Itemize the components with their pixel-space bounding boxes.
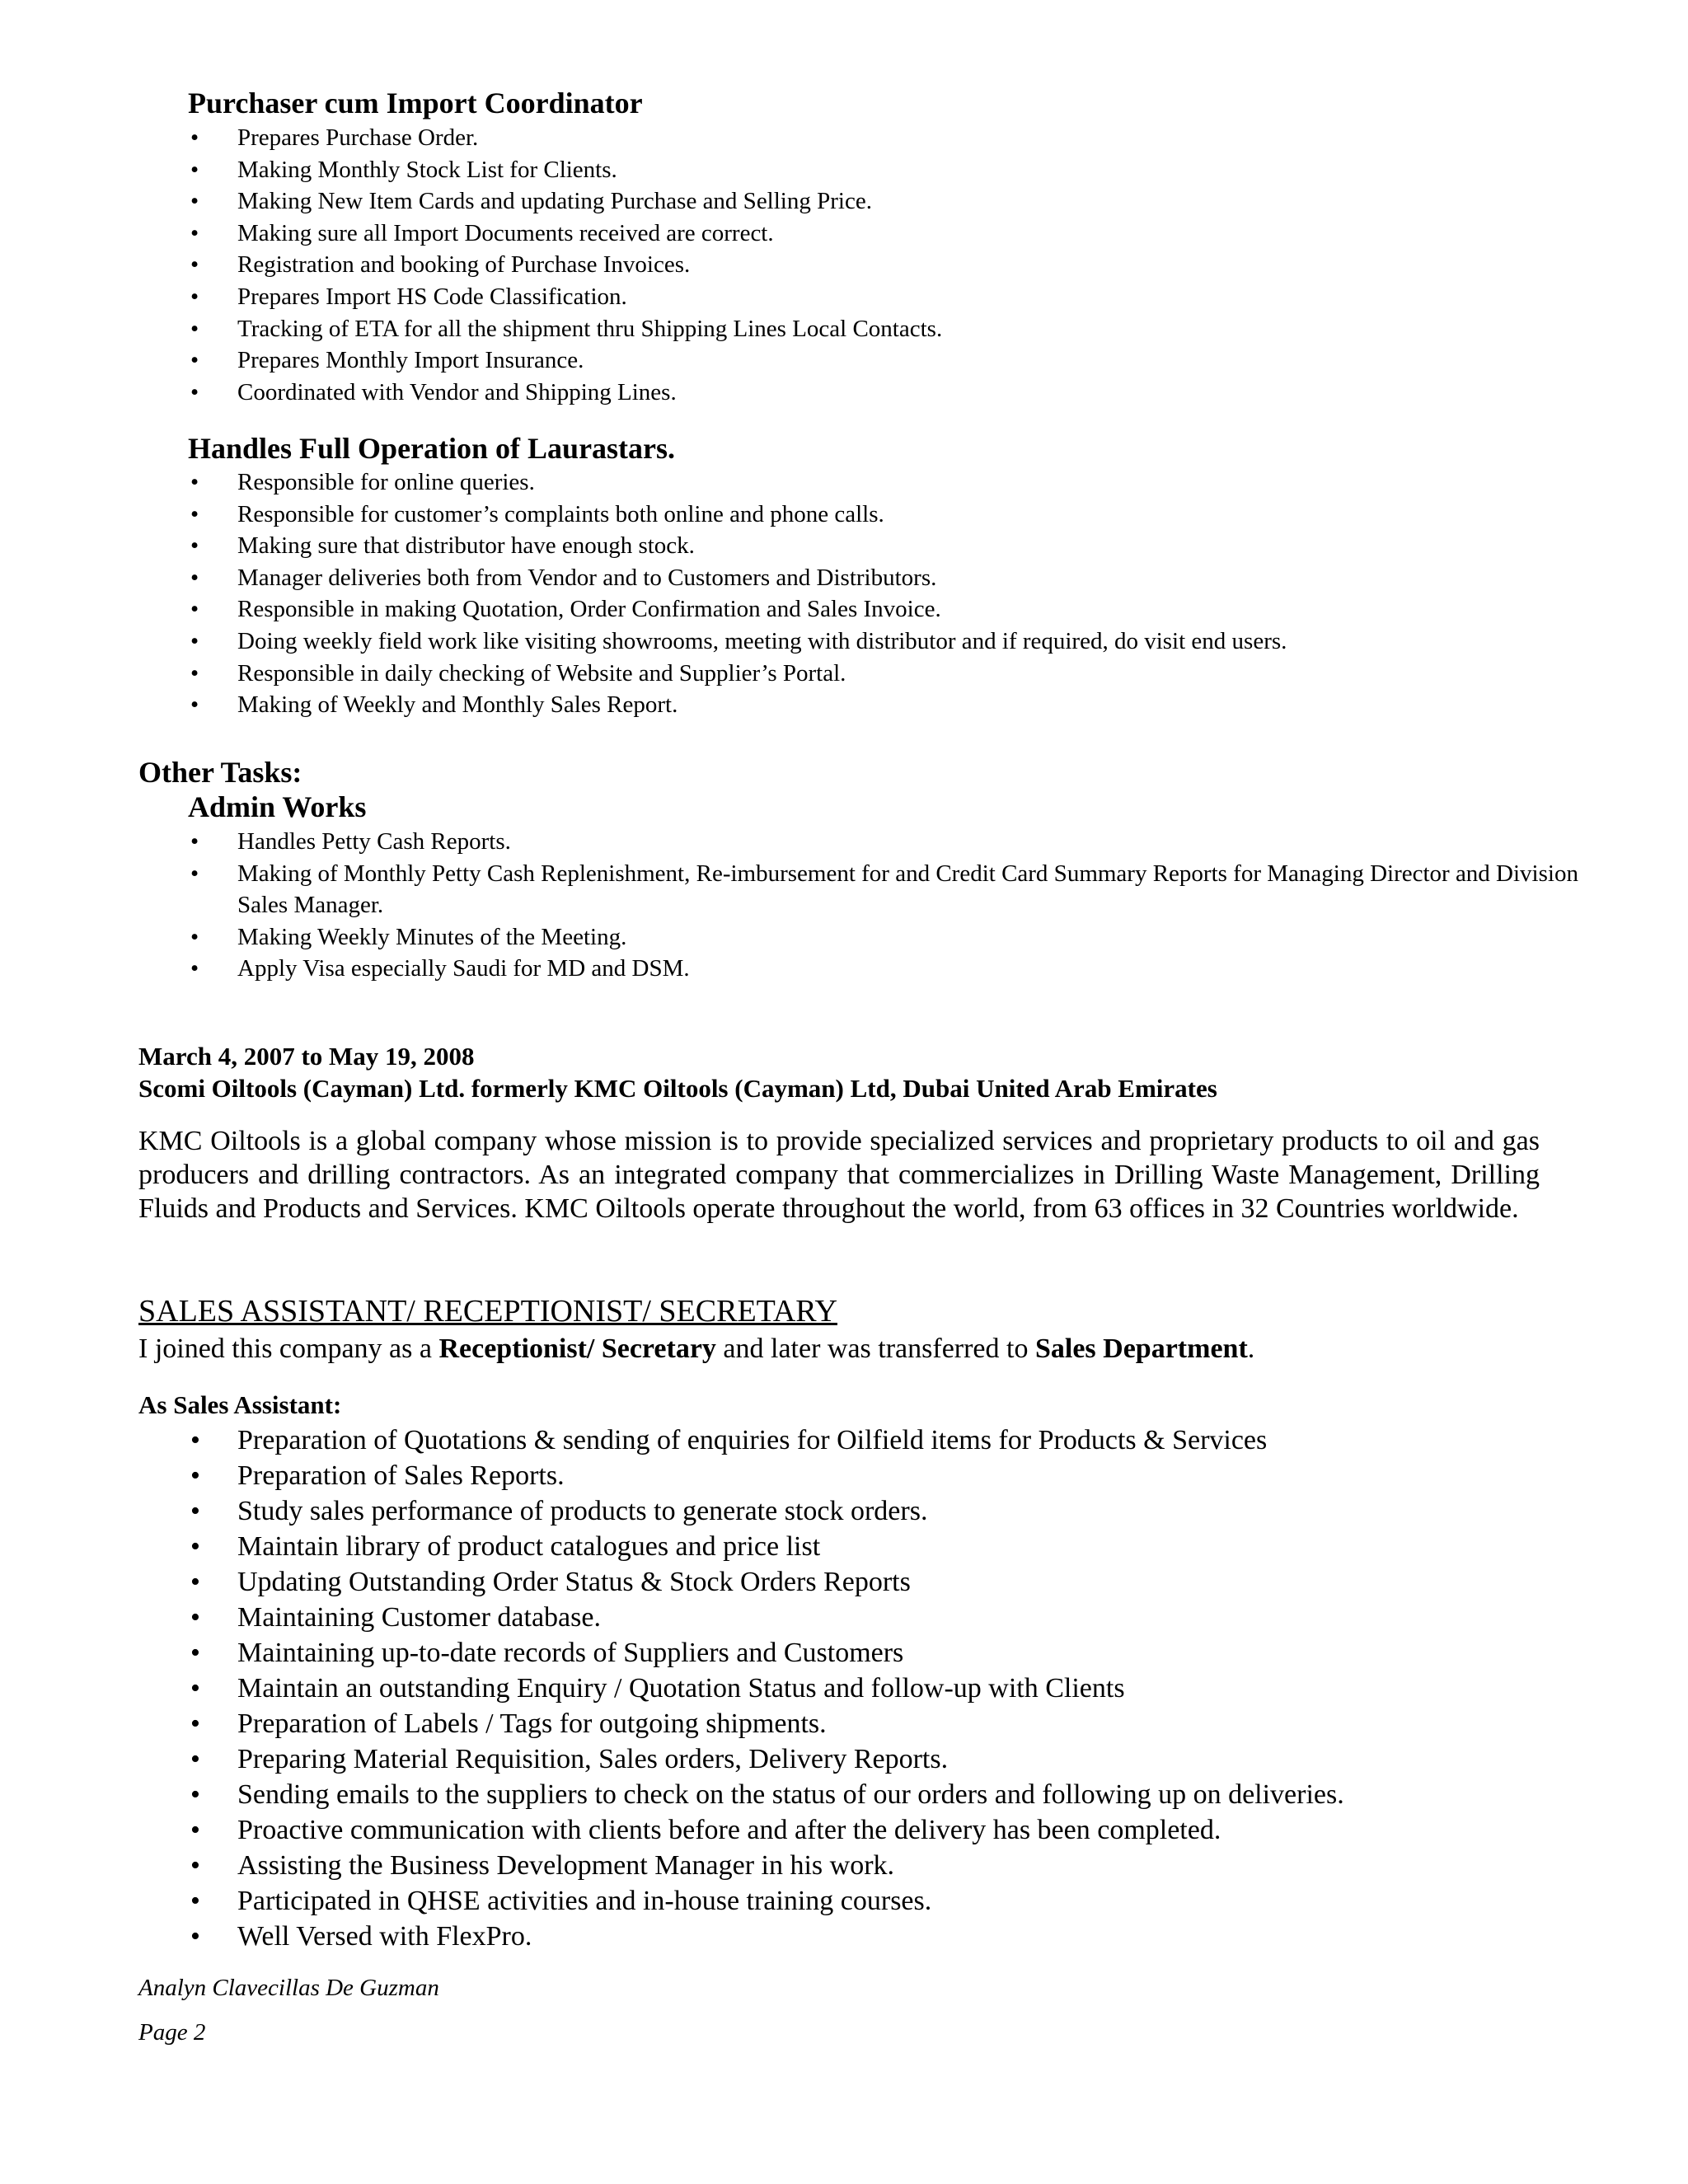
laurastars-list xyxy=(188,466,1287,721)
footer-page-number: Page 2 xyxy=(138,2019,206,2046)
list-item: • Maintaining up-to-date records of Suppliers and Customers xyxy=(237,1635,1344,1671)
job-dates: March 4, 2007 to May 19, 2008 xyxy=(138,1042,475,1071)
list-item: • Preparation of Labels / Tags for outgoing shipments. xyxy=(237,1706,1344,1741)
intro-department: Sales Department xyxy=(1034,1333,1248,1364)
list-item: • Making New Item Cards and updating Purchase and Selling Price. xyxy=(237,185,942,218)
list-item: • Manager deliveries both from Vendor and to Customers and Distributors. xyxy=(237,562,1287,594)
admin-list xyxy=(188,826,1581,985)
list-item: • Responsible in making Quotation, Order Confirmation and Sales Invoice. xyxy=(237,593,1287,626)
list-item: • Preparation of Quotations & sending of enquiries for Oilfield items for Products & Services xyxy=(237,1422,1344,1458)
intro-text: and later was transferred to xyxy=(715,1333,1035,1364)
list-item: • Making sure all Import Documents received are correct. xyxy=(237,218,942,250)
list-item: • Proactive communication with clients before and after the delivery has been completed. xyxy=(237,1812,1344,1848)
list-item: • Making Weekly Minutes of the Meeting. xyxy=(237,921,1581,954)
company-name: Scomi Oiltools (Cayman) Ltd. formerly KMC Oiltools (Cayman) Ltd, Dubai United Arab Emirates xyxy=(138,1074,1217,1103)
list-item: • Making of Weekly and Monthly Sales Report. xyxy=(237,689,1287,721)
list-item: • Coordinated with Vendor and Shipping Lines. xyxy=(237,377,942,409)
intro-role: Receptionist/ Secretary xyxy=(438,1333,716,1364)
list-item: • Participated in QHSE activities and in-house training courses. xyxy=(237,1883,1344,1919)
list-item: • Prepares Monthly Import Insurance. xyxy=(237,344,942,377)
list-item: • Registration and booking of Purchase Invoices. xyxy=(237,249,942,281)
list-item: • Well Versed with FlexPro. xyxy=(237,1919,1344,1954)
admin-works-heading: Admin Works xyxy=(188,790,367,823)
purchaser-list xyxy=(188,122,942,408)
laurastars-heading: Handles Full Operation of Laurastars. xyxy=(188,432,676,465)
sales-assistant-label: As Sales Assistant: xyxy=(138,1390,342,1419)
purchaser-heading: Purchaser cum Import Coordinator xyxy=(188,87,643,120)
footer-name: Analyn Clavecillas De Guzman xyxy=(138,1975,439,2001)
sales-list xyxy=(188,1422,1344,1954)
intro-text: . xyxy=(1247,1333,1255,1364)
list-item: • Responsible for online queries. xyxy=(237,466,1287,499)
list-item: • Responsible in daily checking of Website and Supplier’s Portal. xyxy=(237,658,1287,690)
list-item: • Preparing Material Requisition, Sales orders, Delivery Reports. xyxy=(237,1741,1344,1777)
list-item: • Doing weekly field work like visiting showrooms, meeting with distributor and if required, do visit end users. xyxy=(237,626,1287,658)
list-item: • Making Monthly Stock List for Clients. xyxy=(237,154,942,186)
list-item: • Prepares Import HS Code Classification. xyxy=(237,281,942,313)
list-item: • Assisting the Business Development Manager in his work. xyxy=(237,1848,1344,1883)
list-item: • Making of Monthly Petty Cash Replenishment, Re-imbursement for and Credit Card Summary Reports for Managing Director and Division Sales Manager. xyxy=(237,858,1581,921)
list-item: • Sending emails to the suppliers to check on the status of our orders and following up on deliveries. xyxy=(237,1777,1344,1812)
list-item: • Handles Petty Cash Reports. xyxy=(237,826,1581,858)
list-item: • Maintaining Customer database. xyxy=(237,1600,1344,1635)
list-item: • Study sales performance of products to generate stock orders. xyxy=(237,1493,1344,1529)
list-item: • Updating Outstanding Order Status & Stock Orders Reports xyxy=(237,1564,1344,1600)
list-item: • Apply Visa especially Saudi for MD and DSM. xyxy=(237,953,1581,985)
job-intro xyxy=(138,1333,1254,1366)
job-title: SALES ASSISTANT/ RECEPTIONIST/ SECRETARY xyxy=(138,1294,837,1329)
list-item: • Tracking of ETA for all the shipment thru Shipping Lines Local Contacts. xyxy=(237,313,942,345)
intro-text: I joined this company as a xyxy=(138,1333,439,1364)
list-item: • Prepares Purchase Order. xyxy=(237,122,942,154)
list-item: • Maintain an outstanding Enquiry / Quotation Status and follow-up with Clients xyxy=(237,1671,1344,1706)
company-description: KMC Oiltools is a global company whose mission is to provide specialized services and proprietary products to oil and gas producers and drilling contractors. As an integrated company that commercializes in Drilling Waste Management, Drilling Fluids and Products and Services. KMC Oiltools operate throughout the world, from 63 offices in 32 Countries worldwide. xyxy=(138,1126,1540,1224)
list-item: • Making sure that distributor have enough stock. xyxy=(237,530,1287,562)
list-item: • Responsible for customer’s complaints both online and phone calls. xyxy=(237,499,1287,531)
other-tasks-heading: Other Tasks: xyxy=(138,756,302,789)
list-item: • Maintain library of product catalogues and price list xyxy=(237,1529,1344,1564)
list-item: • Preparation of Sales Reports. xyxy=(237,1458,1344,1493)
